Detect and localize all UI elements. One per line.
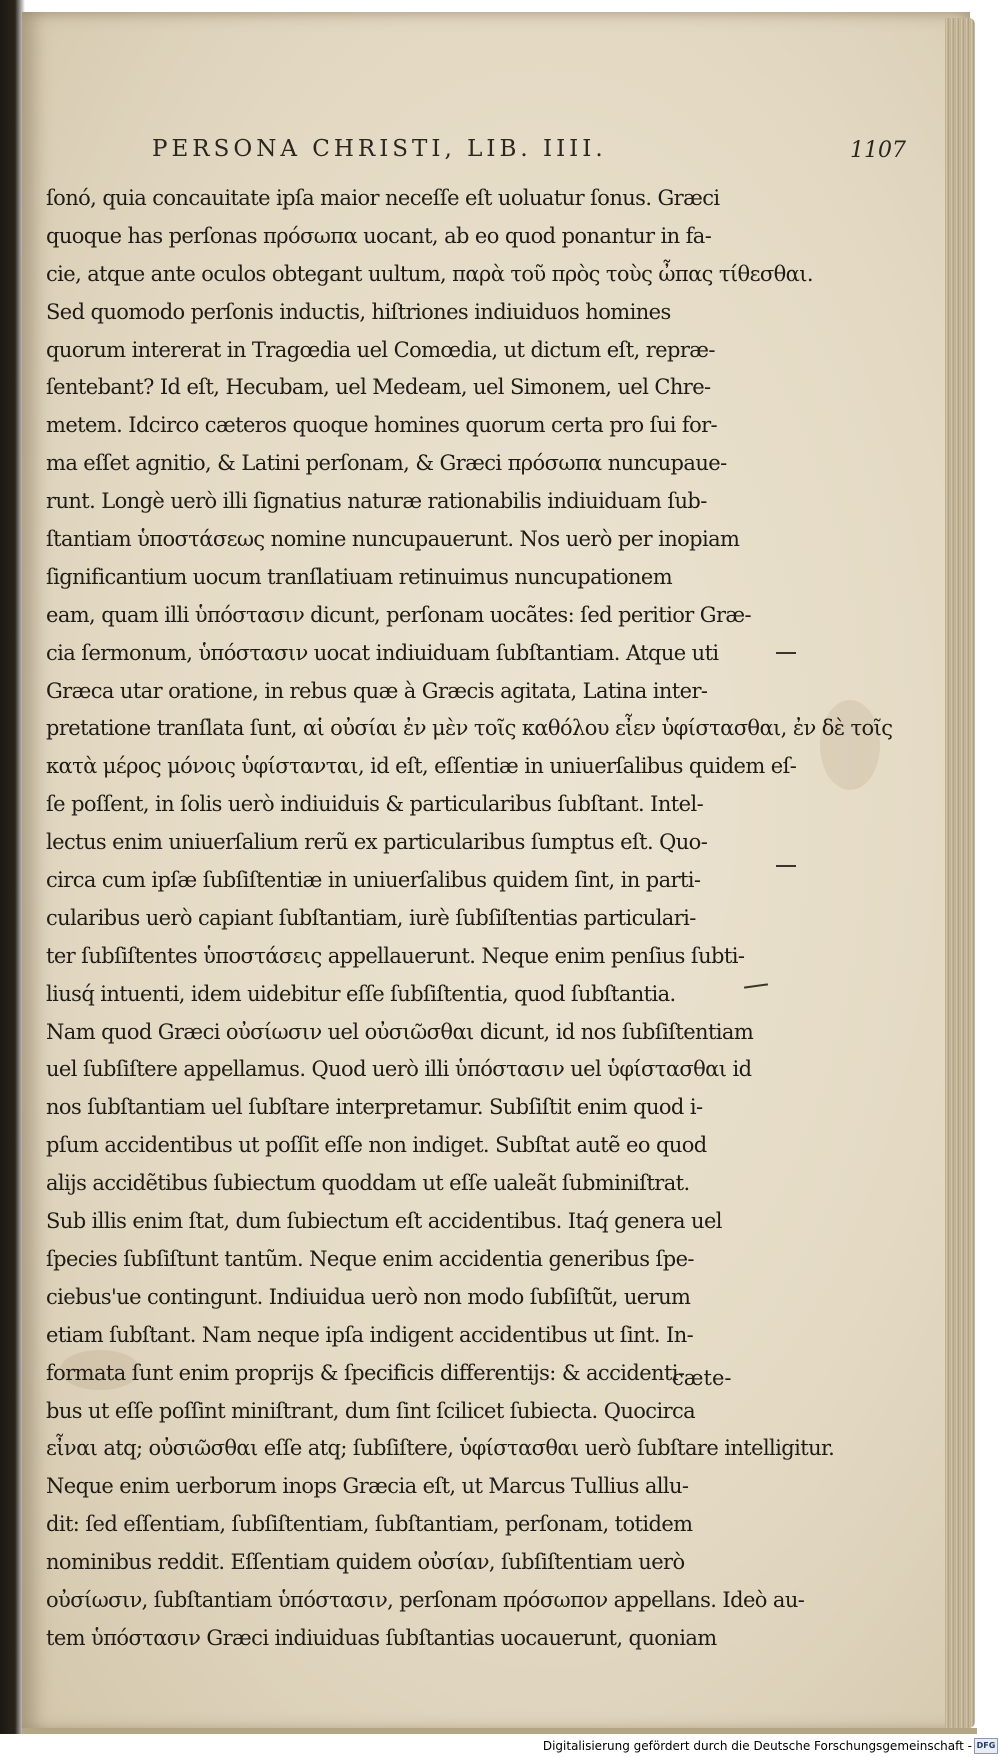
text-line: quorum intererat in Tragœdia uel Comœdia, ut dictum eſt, repræ- (46, 337, 715, 362)
text-line: Græca utar oratione, in rebus quæ à Græcis agitata, Latina inter- (46, 678, 708, 703)
text-line: tem ὑπόστασιν Græci indiuiduas ſubſtantias uocauerunt, quoniam (46, 1625, 717, 1650)
text-line: cularibus uerò capiant ſubſtantiam, iurè ſubſiſtentias particulari- (46, 905, 696, 930)
text-line: κατὰ μέρος μόνοις ὑφίστανται, id eſt, eſſentiæ in uniuerſalibus quidem eſ- (46, 754, 797, 779)
body-text (46, 180, 893, 1658)
text-line: ter ſubſiſtentes ὑποστάσεις appellauerunt. Neque enim penſius ſubti- (46, 943, 745, 968)
text-line: metem. Idcirco cæteros quoque homines quorum certa pro ſui for- (46, 413, 718, 438)
text-line: ſonó, quia concauitate ipſa maior neceſſe eſt uoluatur ſonus. Græci (46, 186, 720, 210)
text-line: nos ſubſtantiam uel ſubſtare interpretamur. Subſiſtit enim quod i- (46, 1095, 703, 1120)
text-line: ſpecies ſubſiſtunt tantũm. Neque enim accidentia generibus ſpe- (46, 1246, 694, 1271)
text-line: alijs accidẽtibus ſubiectum quoddam ut eſſe ualeãt ſubminiſtrat. (46, 1171, 690, 1196)
text-line: ſtantiam ὑποστάσεως nomine nuncupauerunt. Nos uerò per inopiam (46, 527, 740, 552)
text-line: pſum accidentibus ut poſſit eſſe non indiget. Subſtat autẽ eo quod (46, 1133, 707, 1158)
text-line: circa cum ipſæ ſubſiſtentiæ in uniuerſalibus quidem ſint, in parti- (46, 868, 701, 893)
text-line: ma eſſet agnitio, & Latini perſonam, & Græci πρόσωπα nuncupaue- (46, 451, 727, 476)
text-line: Sub illis enim ſtat, dum ſubiectum eſt accidentibus. Itaq́ genera uel (46, 1209, 722, 1234)
catchword: cæte- (672, 1366, 732, 1390)
text-line: dit: ſed eſſentiam, ſubſiſtentiam, ſubſtantiam, perſonam, totidem (46, 1512, 693, 1537)
text-line: cie, atque ante oculos obtegant uultum, παρὰ τοῦ πρὸς τοὺς ὦπας τίθεσθαι. (46, 261, 813, 286)
text-line: liusq́ intuenti, idem uidebitur eſſe ſubſiſtentia, quod ſubſtantia. (46, 981, 676, 1006)
text-line: Neque enim uerborum inops Græcia eſt, ut Marcus Tullius allu- (46, 1474, 689, 1499)
text-line: runt. Longè uerò illi ſignatius naturæ rationabilis indiuiduam ſub- (46, 489, 707, 514)
paper-stain (820, 700, 880, 790)
text-line: ciebus'ue contingunt. Indiuidua uerò non modo ſubſiſtũt, uerum (46, 1284, 691, 1309)
text-line: cia ſermonum, ὑπόστασιν uocat indiuiduam ſubſtantiam. Atque uti (46, 640, 719, 665)
text-line: etiam ſubſtant. Nam neque ipſa indigent accidentibus ut ſint. In- (46, 1322, 694, 1347)
digitization-footer (0, 1734, 1000, 1757)
dfg-logo-icon: DFG (974, 1738, 998, 1754)
text-line: bus ut eſſe poſſint miniſtrant, dum ſint ſcilicet ſubiecta. Quocirca (46, 1398, 696, 1423)
text-line: εἶναι atq; οὐσιῶσθαι eſſe atq; ſubſiſtere, ὑφίστασθαι uerò ſubſtare intelligitur. (46, 1436, 835, 1461)
text-line: οὐσίωσιν, ſubſtantiam ὑπόστασιν, perſonam πρόσωπον appellans. Ideò au- (46, 1587, 805, 1612)
text-line: Nam quod Græci οὐσίωσιν uel οὐσιῶσθαι dicunt, id nos ſubſiſtentiam (46, 1019, 754, 1044)
page-number: 1107 (850, 138, 906, 163)
running-head: PERSONA CHRISTI, LIB. IIII. (152, 136, 607, 162)
text-line: uel ſubſiſtere appellamus. Quod uerò illi ὑπόστασιν uel ὑφίστασθαι id (46, 1057, 752, 1082)
text-line: nominibus reddit. Eſſentiam quidem οὐσίαν, ſubſiſtentiam uerò (46, 1550, 685, 1575)
text-line: lectus enim uniuerſalium rerũ ex particularibus ſumptus eſt. Quo- (46, 830, 708, 855)
text-line: ſignificantium uocum tranſlatiuam retinuimus nuncupationem (46, 564, 673, 589)
text-line: quoque has perſonas πρόσωπα uocant, ab eo quod ponantur in fa- (46, 223, 712, 248)
text-line: Sed quomodo perſonis inductis, hiſtriones indiuiduos homines (46, 299, 671, 324)
text-line: pretatione tranſlata ſunt, αἱ οὐσίαι ἐν μὲν τοῖς καθόλου εἶεν ὑφίστασθαι, ἐν δὲ τοῖς (46, 716, 893, 741)
margin-mark (776, 652, 796, 654)
text-line: ſe poſſent, in ſolis uerò indiuiduis & particularibus ſubſtant. Intel- (46, 792, 704, 817)
margin-mark (776, 865, 796, 867)
page-edges (945, 18, 975, 1728)
text-line: formata ſunt enim proprijs & ſpecificis differentijs: & accidenti- (46, 1360, 685, 1385)
footer-credit: Digitalisierung gefördert durch die Deutsche Forschungsgemeinschaft - (542, 1739, 972, 1753)
text-line: ſentebant? Id eſt, Hecubam, uel Medeam, uel Simonem, uel Chre- (46, 375, 711, 400)
text-line: eam, quam illi ὑπόστασιν dicunt, perſonam uocãtes: ſed peritior Græ- (46, 602, 752, 627)
